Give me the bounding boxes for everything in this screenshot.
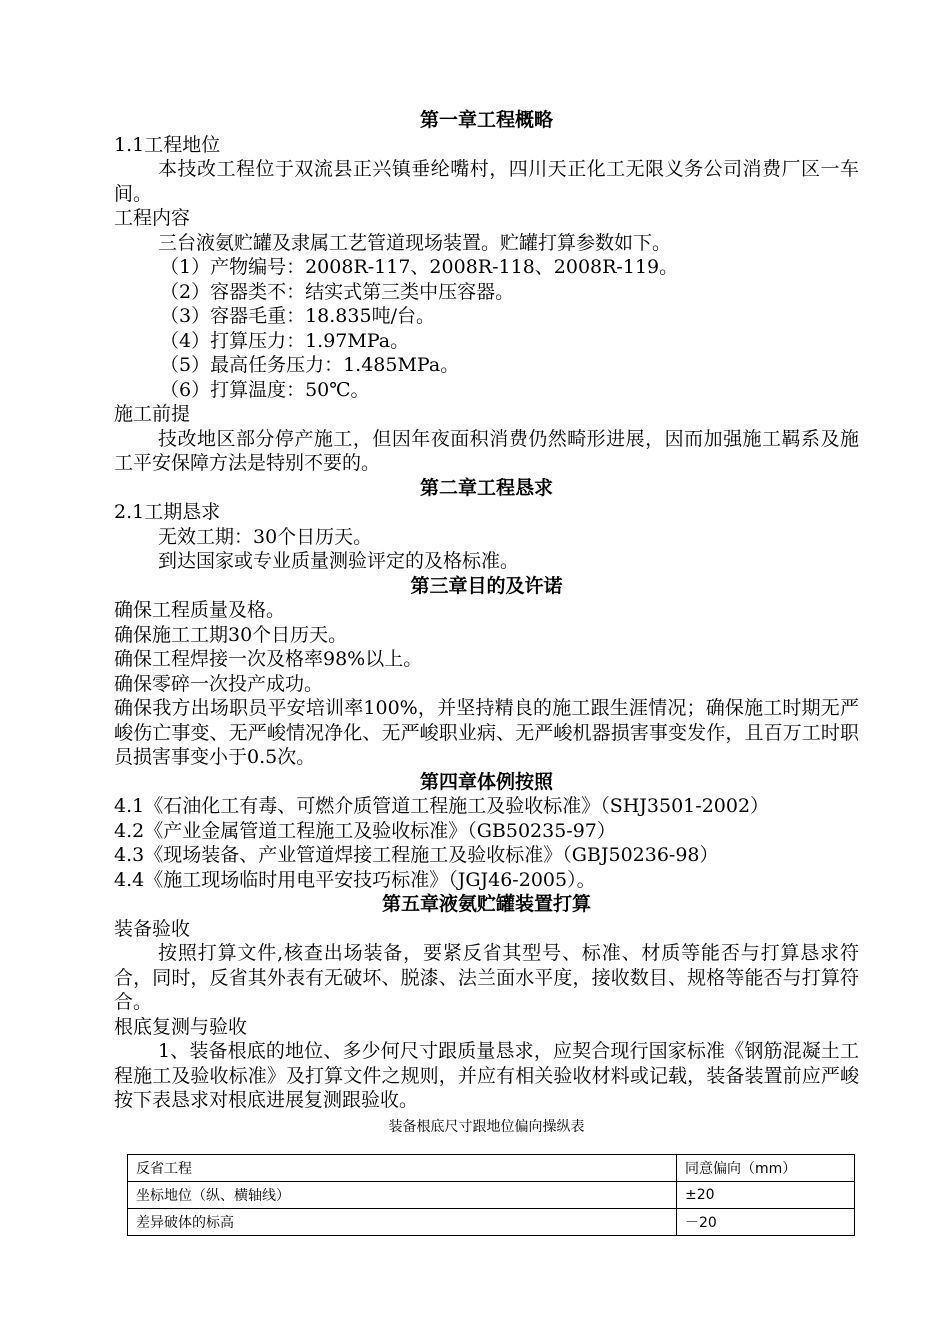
chapter-3-title: 第三章目的及许诺 (410, 574, 563, 597)
table-row (128, 1182, 855, 1209)
section-5-1-heading: 装备验收 (114, 917, 191, 940)
table-cell: ±20 (677, 1182, 855, 1209)
table-header-row (128, 1155, 855, 1182)
chapter-4-title: 第四章体例按照 (419, 770, 553, 793)
param-item: （2）容器类不：结实式第三类中压容器。 (160, 280, 515, 303)
section-5-2-heading: 根底复测与验收 (114, 1015, 248, 1038)
deviation-table (127, 1154, 855, 1236)
table-row (128, 1209, 855, 1236)
chapter-2-title: 第二章工程恳求 (419, 476, 553, 499)
section-1-2-intro: 三台液氨贮罐及隶属工艺管道现场装置。贮罐打算参数如下。 (158, 231, 672, 254)
section-1-2-heading: 工程内容 (114, 207, 191, 229)
param-item: （3）容器毛重：18.835吨/台。 (160, 305, 435, 327)
table-cell: 差异破体的标高 (128, 1209, 677, 1236)
goal-line: 确保零碎一次投产成功。 (114, 672, 324, 695)
goal-paragraph: 确保我方出场职员平安培训率100%，并坚持精良的施工跟生涯情况；确保施工时期无严峻伤亡事变、无严峻情况净化、无严峻职业病、无严峻机器损害事变发作，且百万工时职员损害事变小于0.5次。 (114, 697, 859, 768)
table-header-cell: 同意偏向（mm） (677, 1155, 855, 1182)
section-1-1-paragraph: 本技改工程位于双流县正兴镇垂纶嘴村，四川天正化工无限义务公司消费厂区一车间。 (114, 158, 859, 205)
chapter-5-title: 第五章液氨贮罐装置打算 (381, 893, 591, 915)
section-5-1-paragraph: 按照打算文件,核查出场装备，要紧反省其型号、标准、材质等能否与打算恳求符合，同时，反省其外表有无破坏、脱漆、法兰面水平度，接收数目、规格等能否与打算符合。 (114, 942, 859, 1013)
requirement-line: 到达国家或专业质量测验评定的及格标准。 (158, 550, 520, 572)
table-caption: 装备根底尺寸跟地位偏向操纵表 (388, 1118, 585, 1135)
section-5-2-paragraph: 1、装备根底的地位、多少何尺寸跟质量恳求，应契合现行国家标准《钢筋混凝土工程施工及验收标准》及打算文件之规则，并应有相关验收材料或记载，装备装置前应严峻按下表恳求对根底进展复测跟验收。 (114, 1040, 859, 1111)
standard-item: 4.4《施工现场临时用电平安技巧标准》（JGJ46-2005）。 (114, 868, 596, 891)
section-1-1-heading: 1.1工程地位 (114, 133, 221, 156)
requirement-line: 无效工期：30个日历天。 (158, 525, 373, 548)
goal-line: 确保施工工期30个日历天。 (114, 623, 348, 646)
table-cell: 坐标地位（纵、横轴线） (128, 1182, 677, 1209)
document-body (114, 108, 859, 1137)
standard-item: 4.1《石油化工有毒、可燃介质管道工程施工及验收标准》（SHJ3501-2002） (114, 795, 770, 817)
table-header-cell: 反省工程 (128, 1155, 677, 1182)
param-item: （6）打算温度：50℃。 (160, 378, 370, 401)
param-item: （1）产物编号：2008R-117、2008R-118、2008R-119。 (160, 256, 679, 278)
standard-item: 4.3《现场装备、产业管道焊接工程施工及验收标准》（GBJ50236-98） (114, 844, 719, 866)
section-1-3-heading: 施工前提 (114, 403, 191, 425)
param-item: （5）最高任务压力：1.485MPa。 (160, 354, 460, 376)
goal-line: 确保工程质量及格。 (114, 599, 286, 621)
section-1-3-paragraph: 技改地区部分停产施工，但因年夜面积消费仍然畸形进展，因而加强施工羁系及施工平安保障方法是特别不要的。 (114, 427, 859, 474)
standard-item: 4.2《产业金属管道工程施工及验收标准》（GB50235-97） (114, 819, 616, 842)
goal-line: 确保工程焊接一次及格率98%以上。 (114, 648, 423, 670)
chapter-1-title: 第一章工程概略 (419, 109, 553, 131)
section-2-1-heading: 2.1工期恳求 (114, 501, 221, 523)
table-cell: －20 (677, 1209, 855, 1236)
param-item: （4）打算压力：1.97MPa。 (160, 329, 410, 352)
